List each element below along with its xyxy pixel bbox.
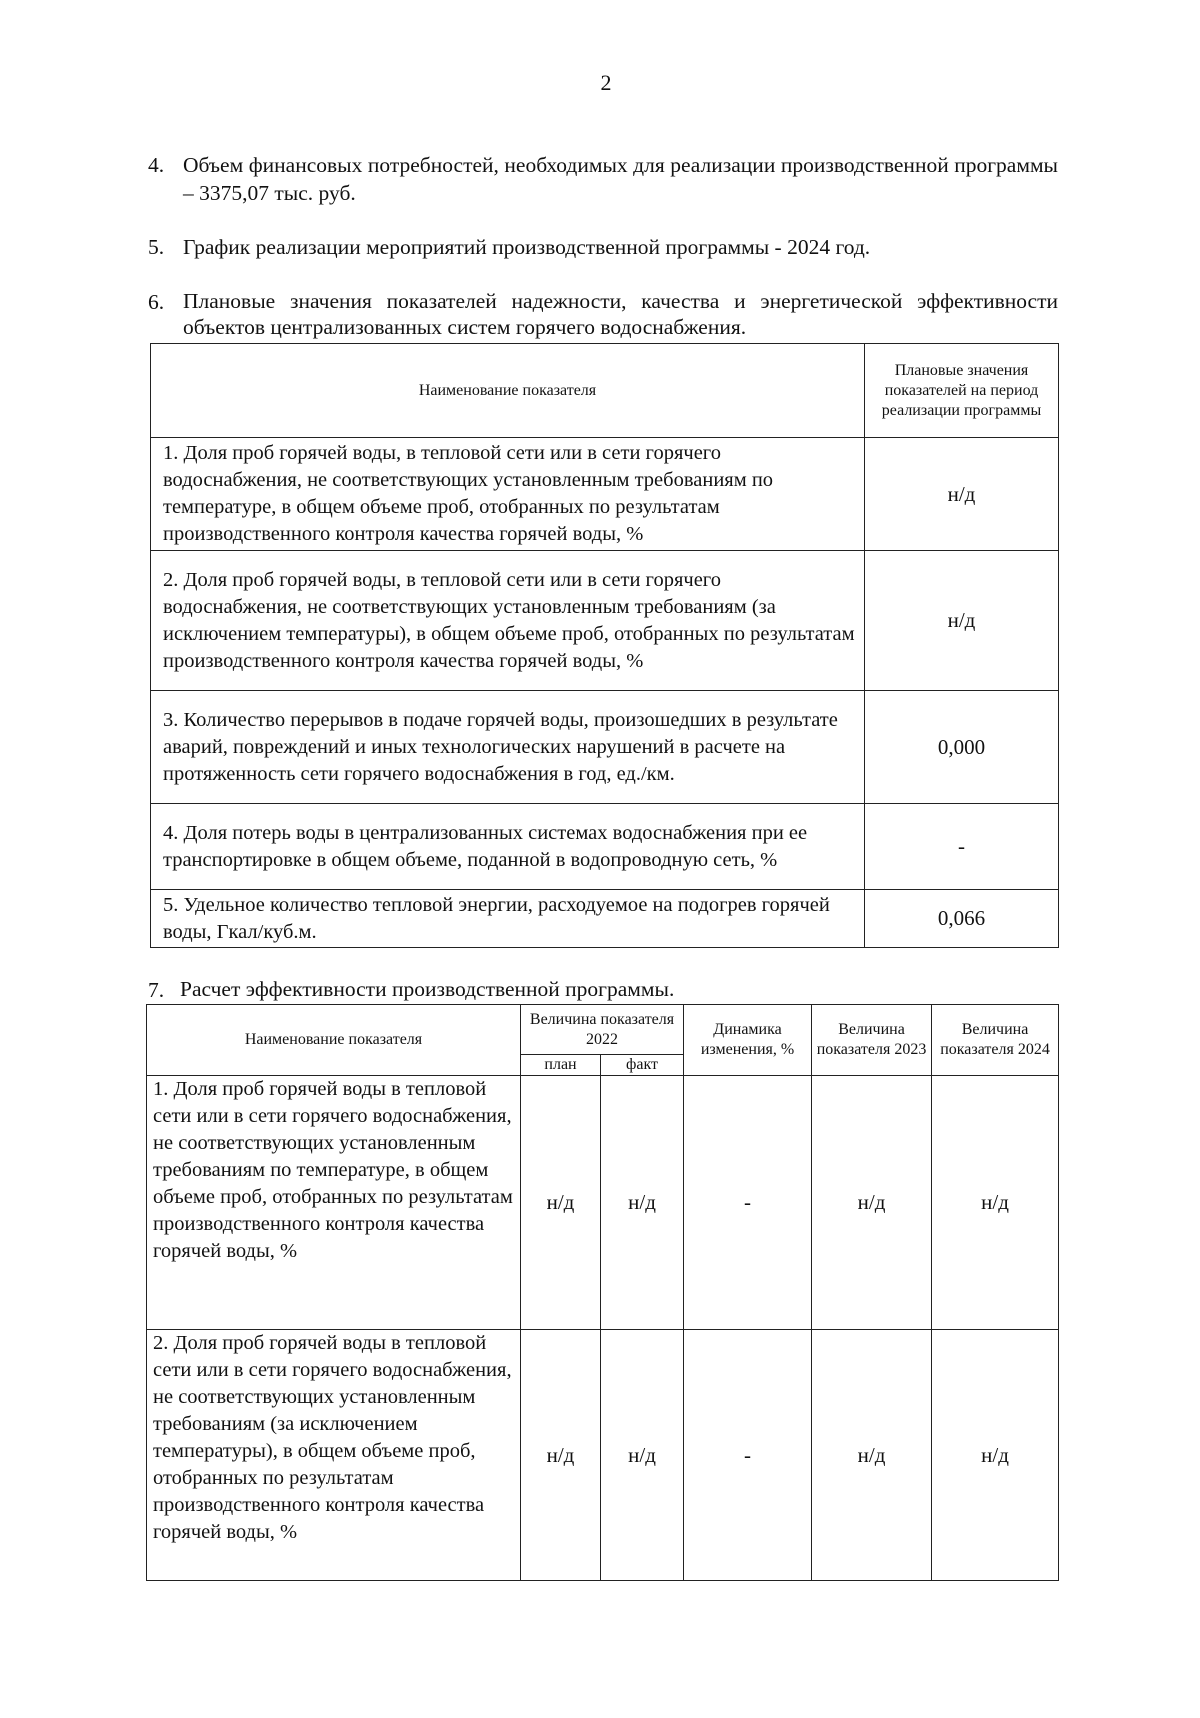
value-fact: н/д: [601, 1076, 684, 1330]
item-text: График реализации мероприятий производственной программы - 2024 год.: [183, 235, 871, 259]
header-value-2024: Величина показателя 2024: [932, 1005, 1059, 1076]
value-2023: н/д: [812, 1330, 932, 1581]
indicator-name: 2. Доля проб горячей воды в тепловой сети или в сети горячего водоснабжения, не соответствующих установленным требованиям (за исключением температуры), в общем объеме проб, отобранных по результатам производственного контроля качества горячей воды, %: [147, 1330, 521, 1581]
item-text: Плановые значения показателей надежности, качества и энергетической эффективности объектов централизованных систем горячего водоснабжения.: [183, 289, 1058, 339]
item-text: Объем финансовых потребностей, необходимых для реализации производственной программы – 3375,07 тыс. руб.: [183, 153, 1058, 205]
indicator-value: н/д: [865, 551, 1059, 691]
table-row: [151, 804, 1059, 890]
item-number: 6.: [148, 290, 165, 314]
item-number: 7.: [148, 978, 165, 1002]
indicator-value: 0,000: [865, 691, 1059, 804]
indicator-name: 3. Количество перерывов в подаче горячей воды, произошедших в результате аварий, повреждений и иных технологических нарушений в расчете на протяженность сети горячего водоснабжения в год, ед./км.: [151, 691, 865, 804]
table-row: [151, 551, 1059, 691]
value-2024: н/д: [932, 1330, 1059, 1581]
header-value-2023: Величина показателя 2023: [812, 1005, 932, 1076]
header-dynamics: Динамика изменения, %: [684, 1005, 812, 1076]
indicator-value: -: [865, 804, 1059, 890]
item-5: [148, 233, 1058, 263]
table-row: [151, 438, 1059, 551]
table-row: [147, 1330, 1059, 1581]
header-planned-value: Плановые значения показателей на период реализации программы: [865, 344, 1059, 438]
item-text: Расчет эффективности производственной программы.: [180, 977, 675, 1001]
value-fact: н/д: [601, 1330, 684, 1581]
table-row: [147, 1076, 1059, 1330]
indicator-name: 1. Доля проб горячей воды в тепловой сети или в сети горячего водоснабжения, не соответствующих установленным требованиям по температуре, в общем объеме проб, отобранных по результатам производственного контроля качества горячей воды, %: [147, 1076, 521, 1330]
header-value-2022: Величина показателя 2022: [521, 1005, 684, 1055]
header-plan: план: [521, 1055, 601, 1076]
header-fact: факт: [601, 1055, 684, 1076]
indicator-name: 4. Доля потерь воды в централизованных системах водоснабжения при ее транспортировке в общем объеме, поданной в водопроводную сеть, %: [151, 804, 865, 890]
indicator-value: н/д: [865, 438, 1059, 551]
item-7: [148, 976, 1058, 1006]
item-4: [148, 151, 1058, 211]
value-2024: н/д: [932, 1076, 1059, 1330]
page-number: 2: [600, 70, 612, 95]
indicator-name: 5. Удельное количество тепловой энергии, расходуемое на подогрев горячей воды, Гкал/куб.м.: [151, 890, 865, 948]
header-indicator-name: Наименование показателя: [147, 1005, 521, 1076]
value-2023: н/д: [812, 1076, 932, 1330]
efficiency-calculation-table: [146, 1004, 1059, 1581]
header-indicator-name: Наименование показателя: [151, 344, 865, 438]
table-row: [151, 691, 1059, 804]
value-dynamics: -: [684, 1330, 812, 1581]
value-plan: н/д: [521, 1076, 601, 1330]
value-plan: н/д: [521, 1330, 601, 1581]
item-6: [148, 288, 1058, 344]
indicator-name: 1. Доля проб горячей воды, в тепловой сети или в сети горячего водоснабжения, не соответствующих установленным требованиям по температуре, в общем объеме проб, отобранных по результатам производственного контроля качества горячей воды, %: [151, 438, 865, 551]
planned-indicators-table: [150, 343, 1059, 948]
item-number: 5.: [148, 235, 165, 259]
indicator-name: 2. Доля проб горячей воды, в тепловой сети или в сети горячего водоснабжения, не соответствующих установленным требованиям (за исключением температуры), в общем объеме проб, отобранных по результатам производственного контроля качества горячей воды, %: [151, 551, 865, 691]
table-row: [151, 890, 1059, 948]
item-number: 4.: [148, 153, 165, 177]
value-dynamics: -: [684, 1076, 812, 1330]
indicator-value: 0,066: [865, 890, 1059, 948]
